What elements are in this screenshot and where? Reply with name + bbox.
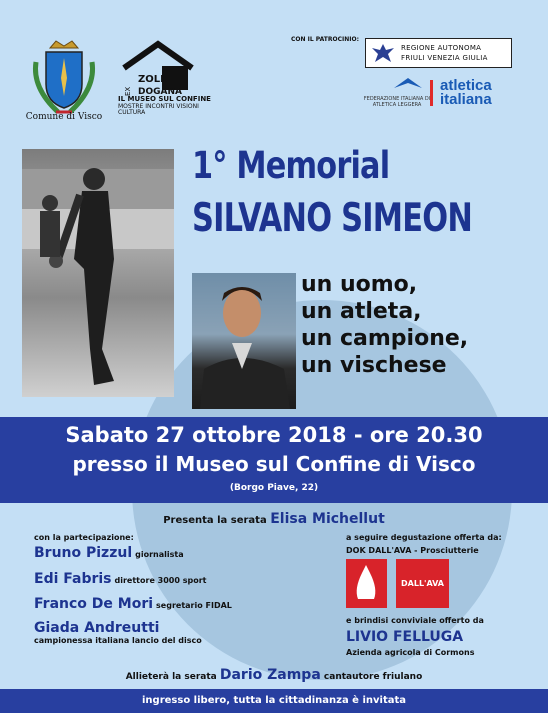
fidal-caption: FEDERAZIONE ITALIANA DI ATLETICA LEGGERA bbox=[363, 96, 431, 108]
regione-line1: REGIONE AUTONOMA bbox=[401, 44, 482, 52]
museo-title: IL MUSEO SUL CONFINE bbox=[118, 95, 211, 103]
guest-name: Bruno Pizzul bbox=[34, 545, 133, 561]
museo-caption bbox=[118, 96, 213, 117]
portrait-silhouette-icon bbox=[192, 273, 296, 409]
footer-text: ingresso libero, tutta la cittadinanza è invitata bbox=[142, 695, 406, 706]
regione-text bbox=[401, 43, 488, 63]
guest-role: campionessa italiana lancio del disco bbox=[34, 636, 202, 645]
museo-subtitle: MOSTRE INCONTRI VISIONI CULTURA bbox=[118, 102, 199, 117]
presenter-prefix: Presenta la serata bbox=[163, 515, 267, 526]
ex-text: EX bbox=[124, 86, 132, 96]
eagle-icon bbox=[370, 42, 396, 64]
regione-line2: FRIULI VENEZIA GIULIA bbox=[401, 54, 488, 63]
guest-name: Franco De Mori bbox=[34, 596, 154, 612]
dogana-text: DOGANA bbox=[138, 87, 182, 97]
event-place: presso il Museo sul Confine di Visco bbox=[72, 452, 476, 476]
patrocinio-label: CON IL PATROCINIO: bbox=[291, 36, 359, 43]
guest-role: giornalista bbox=[135, 550, 184, 559]
tasting-line1: a seguire degustazione offerta da: bbox=[346, 533, 502, 542]
guest-role: direttore 3000 sport bbox=[114, 576, 207, 585]
atletica-line2: italiana bbox=[440, 91, 492, 109]
music-suffix: cantautore friulano bbox=[323, 672, 423, 682]
dok-dallava-logo bbox=[396, 559, 449, 608]
slogan-line: un vischese bbox=[301, 353, 447, 378]
toast-line1: e brindisi conviviale offerto da bbox=[346, 616, 484, 625]
slogan-line: un atleta, bbox=[301, 299, 422, 324]
guest-role: segretario FIDAL bbox=[156, 601, 232, 610]
music-prefix: Allieterà la serata bbox=[125, 672, 217, 682]
guest-item bbox=[34, 545, 184, 561]
guest-item bbox=[34, 620, 202, 645]
regione-fvg-logo bbox=[365, 38, 512, 68]
presenter-name: Elisa Michellut bbox=[270, 511, 385, 527]
guest-item bbox=[34, 571, 206, 587]
guest-name: Giada Andreutti bbox=[34, 620, 160, 636]
atletica-line1: atletica bbox=[440, 77, 492, 94]
fidal-arrow-icon bbox=[392, 76, 426, 90]
toast-sponsor-sub: Azienda agricola di Cormons bbox=[346, 648, 475, 657]
atletica-italiana-logo bbox=[440, 79, 492, 108]
slogan bbox=[301, 271, 468, 379]
title-line2: SILVANO SIMEON bbox=[192, 196, 473, 241]
atletica-divider bbox=[430, 80, 433, 106]
zoll-text: ZOLL bbox=[138, 74, 167, 85]
dok-dallava-logo-mark bbox=[346, 559, 387, 608]
event-date: Sabato 27 ottobre 2018 - ore 20.30 bbox=[65, 423, 483, 447]
music-name: Dario Zampa bbox=[219, 667, 321, 683]
athlete-throwing-photo bbox=[22, 149, 174, 397]
dallava-logo-text: DALL'AVA bbox=[401, 579, 444, 588]
athlete-silhouette-icon bbox=[22, 149, 174, 397]
slogan-line: un campione, bbox=[301, 326, 469, 351]
presenter-line bbox=[0, 511, 548, 527]
toast-sponsor: LIVIO FELLUGA bbox=[346, 629, 464, 645]
title-line1: 1° Memorial bbox=[192, 144, 390, 187]
footer-band bbox=[0, 689, 548, 713]
ham-icon bbox=[346, 559, 387, 608]
slogan-line: un uomo, bbox=[301, 272, 418, 297]
portrait-photo bbox=[192, 273, 296, 409]
music-line bbox=[0, 667, 548, 683]
tasting-line2: DOK DALL'AVA - Prosciutterie bbox=[346, 546, 479, 555]
guest-item bbox=[34, 596, 232, 612]
comune-label: Comune di Visco bbox=[25, 112, 103, 122]
participation-label: con la partecipazione: bbox=[34, 533, 134, 542]
event-address: (Borgo Piave, 22) bbox=[229, 483, 319, 493]
guest-name: Edi Fabris bbox=[34, 571, 112, 587]
comune-crest-icon bbox=[28, 38, 100, 118]
